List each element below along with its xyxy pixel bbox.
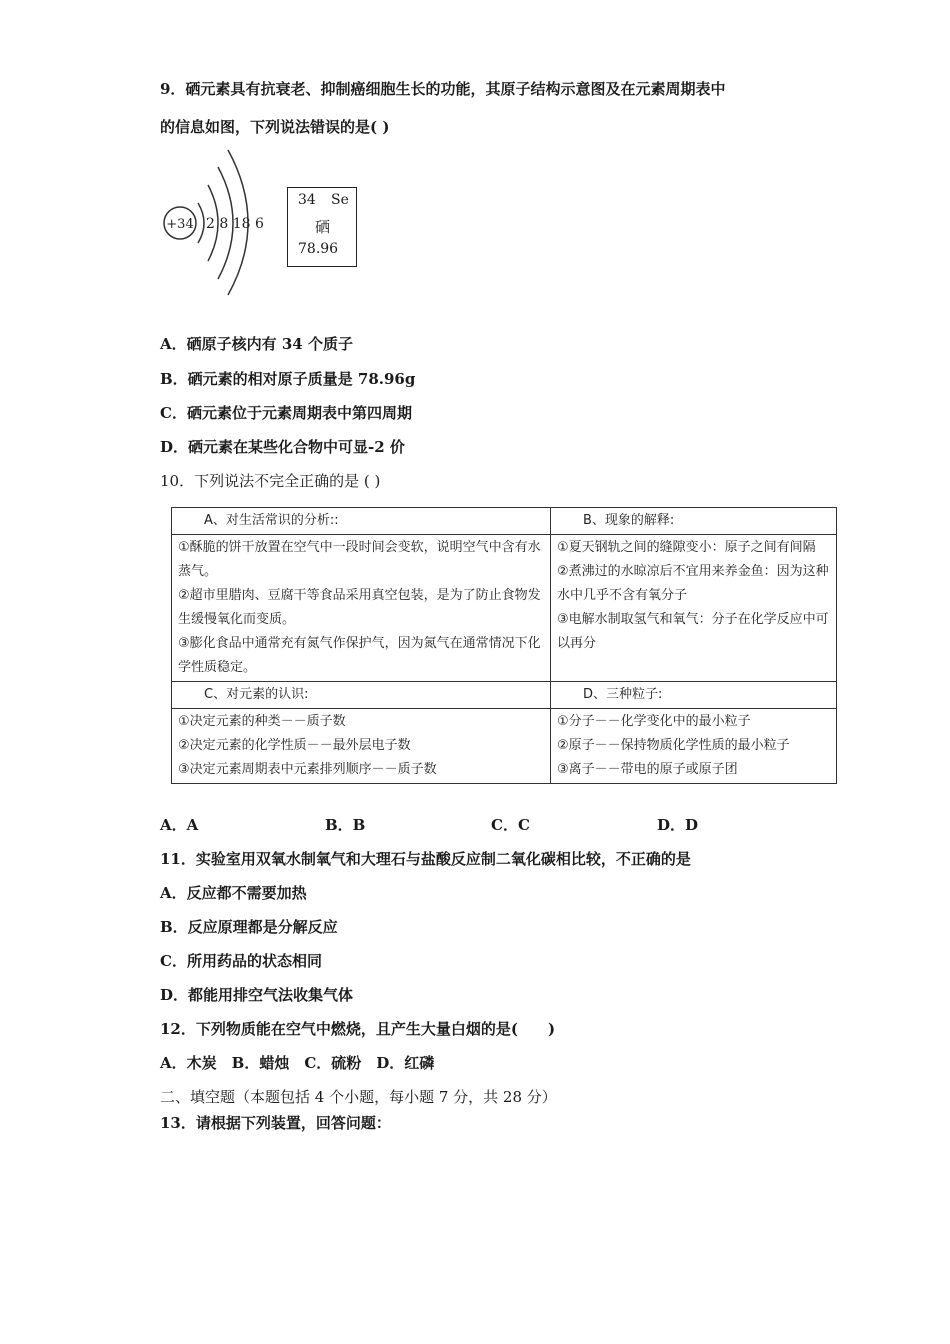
- q12-options: A．木炭 B．蜡烛 C．硫粉 D．红磷: [160, 1054, 435, 1072]
- atomic-number: 34: [298, 192, 316, 208]
- q11-option-b: B．反应原理都是分解反应: [160, 918, 338, 936]
- q13-stem: 13．请根据下列装置，回答问题：: [160, 1114, 391, 1132]
- q9-option-a: A．硒原子核内有 34 个质子: [160, 335, 353, 353]
- table-c-item: ③决定元素周期表中元素排列顺序－－质子数: [178, 762, 437, 777]
- q11-option-a: A．反应都不需要加热: [160, 884, 307, 902]
- table-b-head: B、现象的解释:: [551, 508, 837, 535]
- q10-option-d: D．D: [657, 816, 699, 834]
- table-b-item: ③电解水制取氢气和氧气：分子在化学反应中可以再分: [557, 612, 829, 651]
- q9-option-d: D．硒元素在某些化合物中可显-2 价: [160, 438, 405, 456]
- q10-option-a: A．A: [160, 816, 199, 834]
- nucleus-charge: +34: [166, 217, 194, 232]
- table-a-head: A、对生活常识的分析::: [172, 508, 551, 535]
- q10-stem: 10．下列说法不完全正确的是 ( ): [160, 472, 381, 490]
- q11-option-d: D．都能用排空气法收集气体: [160, 986, 354, 1004]
- table-d-item: ③离子－－带电的原子或原子团: [557, 762, 738, 777]
- table-d-head: D、三种粒子:: [551, 682, 837, 709]
- electron-counts: 2 8 18 6: [206, 216, 264, 232]
- q10-option-c: C．C: [491, 816, 530, 834]
- element-symbol: Se: [331, 192, 349, 208]
- table-a-item: ②超市里腊肉、豆腐干等食品采用真空包装，是为了防止食物发生缓慢氧化而变质。: [178, 588, 541, 627]
- table-c-head: C、对元素的认识:: [172, 682, 551, 709]
- q10-option-b: B．B: [325, 816, 366, 834]
- electron-shell-1: [198, 203, 204, 243]
- q12-stem: 12．下列物质能在空气中燃烧，且产生大量白烟的是( ): [160, 1020, 556, 1038]
- q9-option-b: B．硒元素的相对原子质量是 78.96g: [160, 370, 416, 388]
- q9-stem-line2: 的信息如图，下列说法错误的是( ): [160, 118, 390, 136]
- section-2-heading: 二、填空题（本题包括 4 个小题，每小题 7 分，共 28 分）: [160, 1088, 557, 1106]
- atomic-mass: 78.96: [298, 241, 339, 257]
- q9-option-c: C．硒元素位于元素周期表中第四周期: [160, 404, 412, 422]
- selenium-atom-structure-diagram: [158, 145, 268, 297]
- table-d-item: ①分子－－化学变化中的最小粒子: [557, 714, 751, 729]
- q9-stem-line1: 9．硒元素具有抗衰老、抑制癌细胞生长的功能，其原子结构示意图及在元素周期表中: [160, 80, 726, 98]
- q11-stem: 11．实验室用双氧水制氧气和大理石与盐酸反应制二氧化碳相比较，不正确的是: [160, 850, 691, 868]
- q11-option-c: C．所用药品的状态相同: [160, 952, 322, 970]
- table-b-item: ②煮沸过的水晾凉后不宜用来养金鱼：因为这种水中几乎不含有氧分子: [557, 564, 829, 603]
- table-a-item: ①酥脆的饼干放置在空气中一段时间会变软，说明空气中含有水蒸气。: [178, 540, 541, 579]
- periodic-table-cell: [287, 187, 357, 267]
- table-d-item: ②原子－－保持物质化学性质的最小粒子: [557, 738, 790, 753]
- q10-table: [171, 507, 837, 784]
- table-c-item: ①决定元素的种类－－质子数: [178, 714, 346, 729]
- element-name: 硒: [315, 218, 331, 236]
- table-b-item: ①夏天钢轨之间的缝隙变小：原子之间有间隔: [557, 540, 816, 555]
- table-c-item: ②决定元素的化学性质－－最外层电子数: [178, 738, 411, 753]
- table-a-item: ③膨化食品中通常充有氮气作保护气，因为氮气在通常情况下化学性质稳定。: [178, 636, 541, 675]
